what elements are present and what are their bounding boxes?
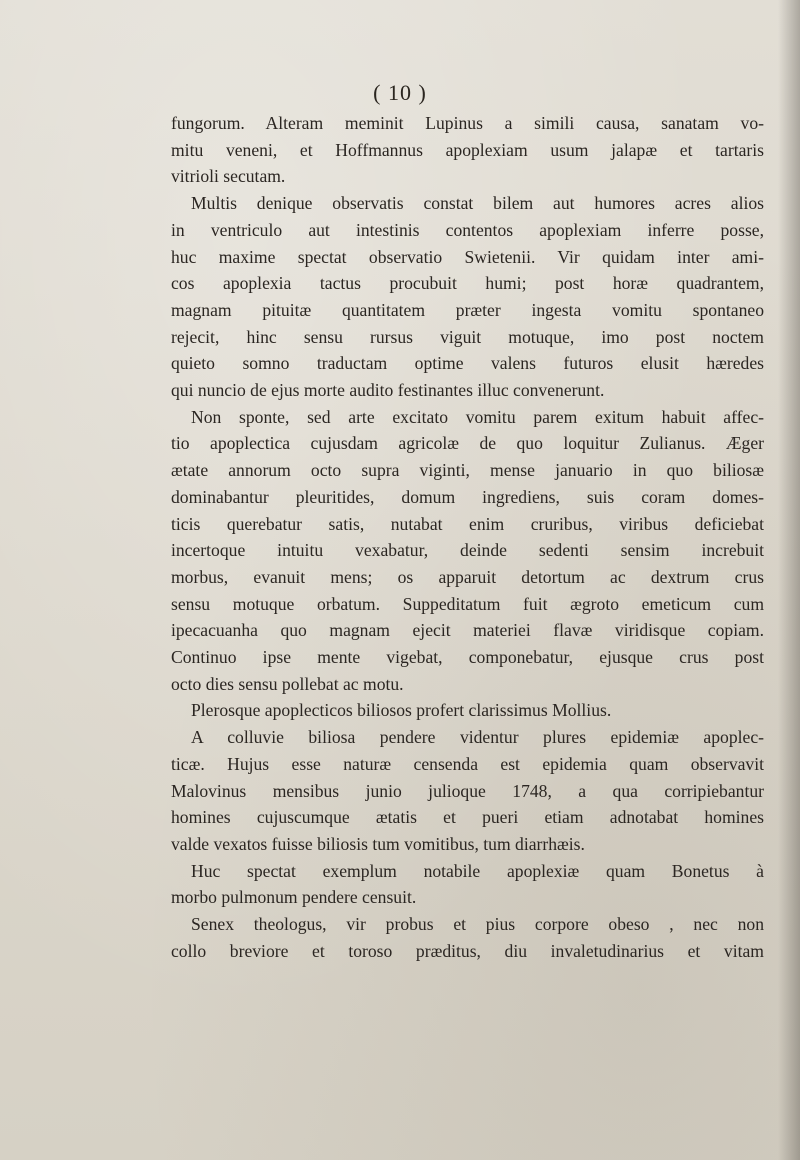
- text-line: homines cujuscumque ætatis et pueri etiam adnotabat homines: [171, 807, 764, 828]
- text-line: tio apoplectica cujusdam agricolæ de quo loquitur Zulianus. Æger: [171, 433, 764, 454]
- text-line: valde vexatos fuisse biliosis tum vomitibus, tum diarrhæis.: [171, 833, 585, 854]
- text-line: dominabantur pleuritides, domum ingrediens, suis coram domes-: [171, 486, 764, 507]
- text-line: Non sponte, sed arte excitato vomitu parem exitum habuit affec-: [191, 406, 764, 427]
- text-line: ticis querebatur satis, nutabat enim cruribus, viribus deficiebat: [171, 513, 764, 534]
- text-line: sensu motuque orbatum. Suppeditatum fuit ægroto emeticum cum: [171, 593, 764, 614]
- page-text: [171, 110, 764, 965]
- text-line: Continuo ipse mente vigebat, componebatur, ejusque crus post: [171, 647, 764, 668]
- text-line: Huc spectat exemplum notabile apoplexiæ quam Bonetus à: [191, 860, 764, 881]
- text-line: ætate annorum octo supra viginti, mense januario in quo biliosæ: [171, 460, 764, 481]
- text-line: ticæ. Hujus esse naturæ censenda est epidemia quam observavit: [171, 753, 764, 774]
- text-line: collo breviore et toroso præditus, diu invaletudinarius et vitam: [171, 940, 764, 961]
- text-line: quieto somno traductam optime valens futuros elusit hæredes: [171, 353, 764, 374]
- text-line: Plerosque apoplecticos biliosos profert clarissimus Mollius.: [191, 700, 612, 721]
- text-line: Multis denique observatis constat bilem aut humores acres alios: [191, 193, 764, 214]
- text-line: vitrioli secutam.: [171, 166, 286, 187]
- text-line: octo dies sensu pollebat ac motu.: [171, 673, 404, 694]
- text-line: qui nuncio de ejus morte audito festinantes illuc convenerunt.: [171, 380, 605, 401]
- paragraph-5: [171, 724, 764, 858]
- paragraph-4: [171, 697, 764, 724]
- text-line: A colluvie biliosa pendere videntur plures epidemiæ apoplec-: [191, 727, 764, 748]
- text-line: magnam pituitæ quantitatem præter ingesta vomitu spontaneo: [171, 299, 764, 320]
- text-line: huc maxime spectat observatio Swietenii. Vir quidam inter ami-: [171, 246, 764, 267]
- paragraph-2: [171, 190, 764, 404]
- paragraph-1: [171, 110, 764, 190]
- text-line: cos apoplexia tactus procubuit humi; post horæ quadrantem,: [171, 273, 764, 294]
- text-line: ipecacuanha quo magnam ejecit materiei flavæ viridisque copiam.: [171, 620, 764, 641]
- text-line: in ventriculo aut intestinis contentos apoplexiam inferre posse,: [171, 219, 764, 240]
- text-line: morbus, evanuit mens; os apparuit detortum ac dextrum crus: [171, 566, 764, 587]
- text-line: Malovinus mensibus junio julioque 1748, a qua corripiebantur: [171, 780, 764, 801]
- paragraph-7: [171, 911, 764, 964]
- page-number: ( 10 ): [373, 80, 427, 105]
- paragraph-3: [171, 404, 764, 698]
- text-line: morbo pulmonum pendere censuit.: [171, 887, 417, 908]
- paragraph-6: [171, 858, 764, 911]
- text-line: incertoque intuitu vexabatur, deinde sedenti sensim increbuit: [171, 540, 764, 561]
- text-line: mitu veneni, et Hoffmannus apoplexiam usum jalapæ et tartaris: [171, 139, 764, 160]
- text-line: fungorum. Alteram meminit Lupinus a simili causa, sanatam vo-: [171, 113, 764, 133]
- text-line: Senex theologus, vir probus et pius corpore obeso , nec non: [191, 914, 764, 935]
- text-line: rejecit, hinc sensu rursus viguit motuque, imo post noctem: [171, 326, 764, 347]
